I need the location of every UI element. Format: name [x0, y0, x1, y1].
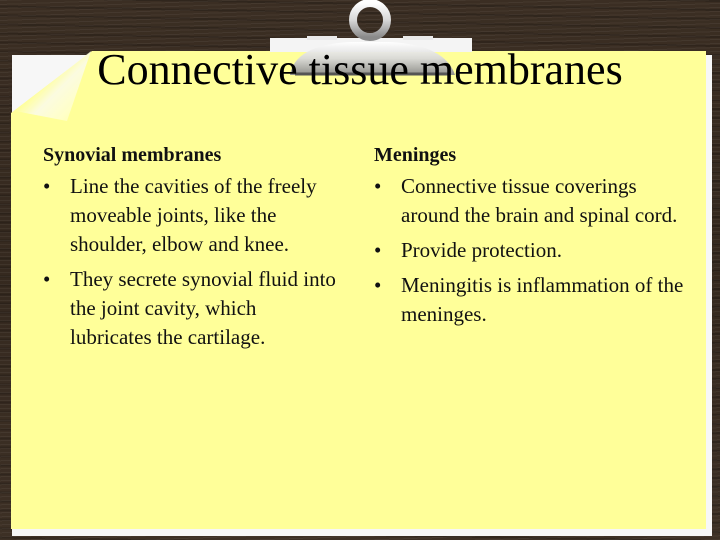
column-synovial: [43, 142, 343, 358]
column-meninges: [374, 142, 684, 335]
column-heading: Meninges: [374, 144, 457, 166]
bullet-icon: •: [43, 174, 51, 198]
bullet-list: [43, 172, 343, 352]
column-heading: Synovial membranes: [43, 144, 222, 166]
list-item-text: Connective tissue coverings around the brain and spinal cord.: [401, 174, 678, 227]
list-item: [374, 271, 684, 329]
bullet-list: [374, 172, 684, 329]
bullet-icon: •: [374, 174, 382, 198]
list-item-text: Meningitis is inflammation of the meninges.: [401, 273, 684, 326]
list-item: [374, 236, 684, 265]
list-item-text: Provide protection.: [401, 238, 562, 262]
slide-title: Connective tissue membranes: [97, 45, 623, 94]
list-item: [43, 172, 343, 259]
bullet-icon: •: [374, 238, 382, 262]
bullet-icon: •: [43, 267, 51, 291]
list-item-text: They secrete synovial fluid into the joint cavity, which lubricates the cartilage.: [70, 267, 336, 349]
list-item-text: Line the cavities of the freely moveable joints, like the shoulder, elbow and knee.: [70, 174, 317, 256]
bullet-icon: •: [374, 273, 382, 297]
list-item: [43, 265, 343, 352]
list-item: [374, 172, 684, 230]
